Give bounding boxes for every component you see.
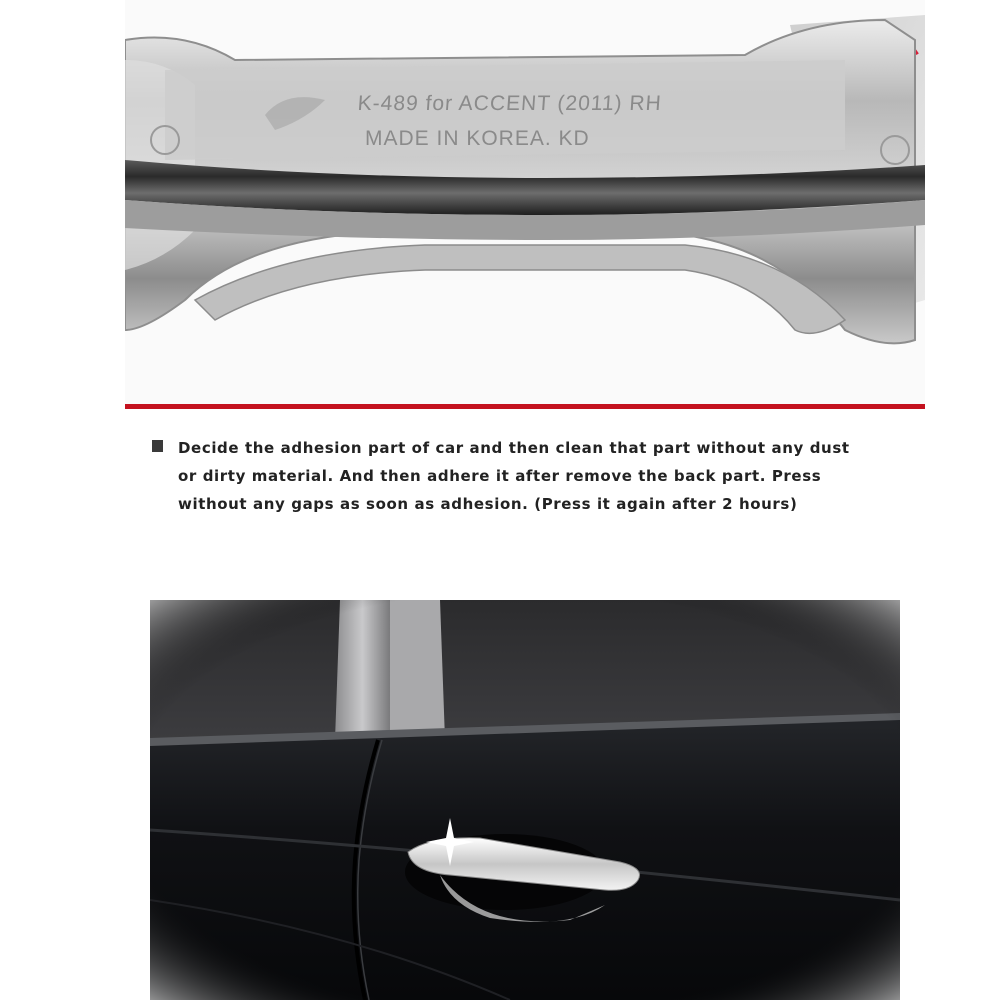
product-photo-handle-cover: [125, 0, 925, 404]
engraving-model: K-489 for ACCENT (2011) RH: [356, 92, 663, 115]
instruction-block: [152, 434, 872, 518]
instruction-text: Decide the adhesion part of car and then clean that part without any dust or dirty material. And then adhere it after remove the back part. Press without any gaps as soon as adhesion. (Press it again after 2 hours): [178, 439, 850, 513]
engraving-origin: MADE IN KOREA. KD: [365, 127, 590, 150]
installed-car-photo: [150, 600, 900, 1000]
car-door-illustration: [150, 600, 900, 1000]
bullet-square-icon: [152, 440, 163, 452]
section-divider: [125, 404, 925, 409]
handle-cover-illustration: [125, 0, 925, 404]
